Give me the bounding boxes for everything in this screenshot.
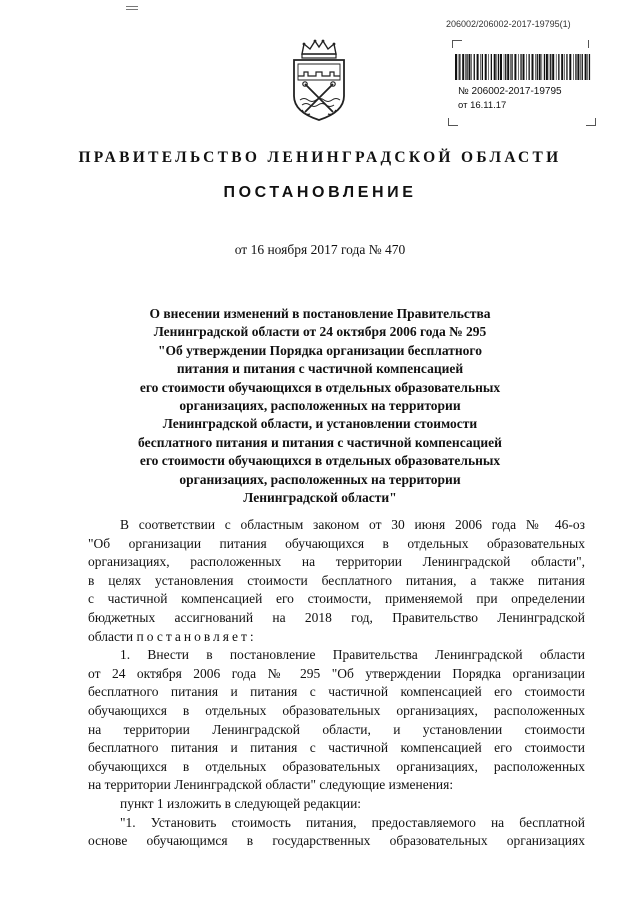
body-line: "Об организации питания обучающихся в отдельных образовательных bbox=[88, 535, 585, 551]
registration-number: № 206002-2017-19795 bbox=[458, 86, 562, 97]
subject-line: питания и питания с частичной компенсацией bbox=[176, 361, 464, 377]
registration-date: от 16.11.17 bbox=[458, 100, 507, 111]
subject-line: бесплатного питания и питания с частичной компенсацией bbox=[138, 434, 502, 450]
document-subject bbox=[100, 305, 540, 507]
coat-of-arms-icon bbox=[288, 38, 350, 122]
subject-line: его стоимости обучающихся в отдельных образовательных bbox=[139, 453, 501, 469]
barcode bbox=[455, 54, 591, 80]
body-line: бюджетных ассигнований на 2018 год, Правительство Ленинградской bbox=[88, 609, 585, 625]
subject-line: Ленинградской области, и установлении стоимости bbox=[162, 416, 478, 432]
subject-line: Ленинградской области от 24 октября 2006 года № 295 bbox=[153, 324, 487, 340]
subject-line: О внесении изменений в постановление Правительства bbox=[149, 306, 491, 321]
body-line: обучающихся в отдельных образовательных организациях, расположенных bbox=[88, 758, 585, 774]
body-line: В соответствии с областным законом от 30 июня 2006 года № 46-оз bbox=[120, 517, 585, 532]
body-line: основе обучающимся в государственных образовательных организациях bbox=[88, 833, 585, 849]
body-line: от 24 октября 2006 года № 295 "Об утверждении Порядка организации bbox=[88, 665, 585, 681]
body-line: на территории Ленинградской области" следующие изменения: bbox=[88, 777, 454, 793]
document-date-number: от 16 ноября 2017 года № 470 bbox=[234, 242, 406, 257]
body-line: на территории Ленинградской области, и установлении стоимости bbox=[88, 721, 585, 737]
body-text: области bbox=[88, 628, 137, 644]
body-line bbox=[88, 628, 585, 647]
subject-line: "Об утверждении Порядка организации бесплатного bbox=[158, 342, 482, 358]
government-title: ПРАВИТЕЛЬСТВО ЛЕНИНГРАДСКОЙ ОБЛАСТИ bbox=[78, 149, 562, 166]
document-code: 206002/206002-2017-19795(1) bbox=[446, 19, 571, 29]
body-line: бесплатного питания и питания с частичной компенсацией его стоимости bbox=[88, 684, 585, 700]
body-line: бесплатного питания и питания с частичной компенсацией его стоимости bbox=[88, 740, 585, 756]
scan-mark bbox=[126, 6, 138, 12]
body-line: организациях, расположенных на территории Ленинградской области", bbox=[88, 554, 585, 570]
resolution-word: постановляет bbox=[136, 628, 250, 644]
subject-line: организациях, расположенных на территории bbox=[179, 398, 461, 414]
subject-line: организациях, расположенных на территории bbox=[179, 471, 461, 487]
body-line: 1. Внести в постановление Правительства Ленинградской области bbox=[120, 647, 585, 663]
body-line: с частичной компенсацией его стоимости, применяемой при определении bbox=[88, 591, 585, 607]
body-line: пункт 1 изложить в следующей редакции: bbox=[120, 795, 362, 811]
document-body bbox=[88, 516, 585, 851]
subject-line: его стоимости обучающихся в отдельных образовательных bbox=[139, 379, 501, 395]
body-line: обучающихся в отдельных образовательных организациях, расположенных bbox=[88, 702, 585, 718]
subject-line: Ленинградской области" bbox=[243, 490, 397, 506]
registration-stamp bbox=[448, 40, 596, 126]
body-text: : bbox=[249, 628, 254, 644]
body-line: в целях установления стоимости бесплатного питания, а также питания bbox=[88, 572, 585, 588]
document-type: ПОСТАНОВЛЕНИЕ bbox=[223, 184, 417, 201]
body-line: "1. Установить стоимость питания, предоставляемого на бесплатной bbox=[120, 814, 585, 830]
